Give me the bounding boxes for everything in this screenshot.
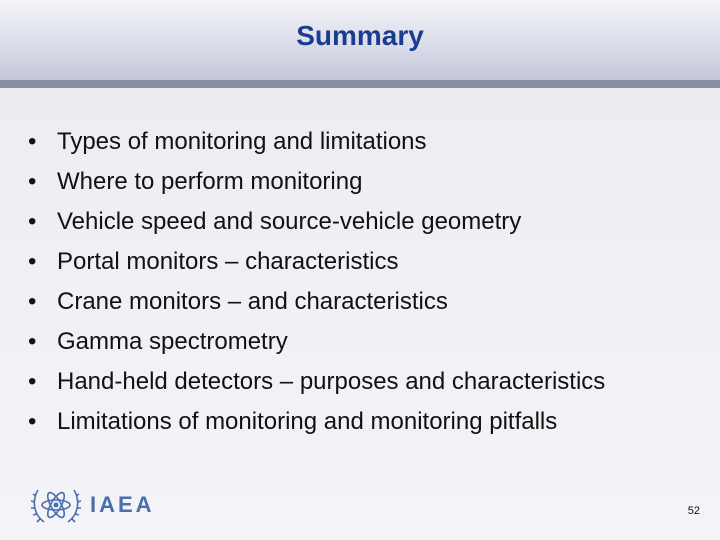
slide-header: [0, 0, 720, 80]
bullet-text: Hand-held detectors – purposes and characteristics: [57, 368, 606, 395]
bullet-text: Types of monitoring and limitations: [57, 128, 427, 155]
iaea-logo: [30, 482, 155, 528]
bullet-text: Vehicle speed and source-vehicle geometry: [57, 208, 522, 235]
bullet-icon: •: [28, 328, 37, 355]
slide-content: [0, 88, 720, 540]
bullet-text: Portal monitors – characteristics: [57, 248, 399, 275]
bullet-item: [28, 246, 688, 278]
bullet-item: [28, 126, 688, 158]
bullet-item: [28, 406, 688, 438]
bullet-icon: •: [28, 408, 37, 435]
bullet-icon: •: [28, 368, 37, 395]
page-number: 52: [687, 505, 700, 517]
logo-text: IAEA: [90, 492, 155, 517]
bullet-item: [28, 286, 688, 318]
bullet-icon: •: [28, 208, 37, 235]
bullet-item: [28, 166, 688, 198]
bullet-item: [28, 366, 688, 398]
bullet-icon: •: [28, 128, 37, 155]
header-divider: [0, 80, 720, 88]
bullet-icon: •: [28, 168, 37, 195]
bullet-item: [28, 326, 688, 358]
bullet-icon: •: [28, 288, 37, 315]
bullet-list: [28, 126, 688, 446]
slide-title: Summary: [296, 20, 424, 51]
iaea-atom-wreath-icon: [30, 482, 82, 528]
bullet-item: [28, 206, 688, 238]
bullet-text: Where to perform monitoring: [57, 168, 363, 195]
bullet-text: Crane monitors – and characteristics: [57, 288, 448, 315]
bullet-icon: •: [28, 248, 37, 275]
bullet-text: Gamma spectrometry: [57, 328, 288, 355]
bullet-text: Limitations of monitoring and monitoring pitfalls: [57, 408, 558, 435]
